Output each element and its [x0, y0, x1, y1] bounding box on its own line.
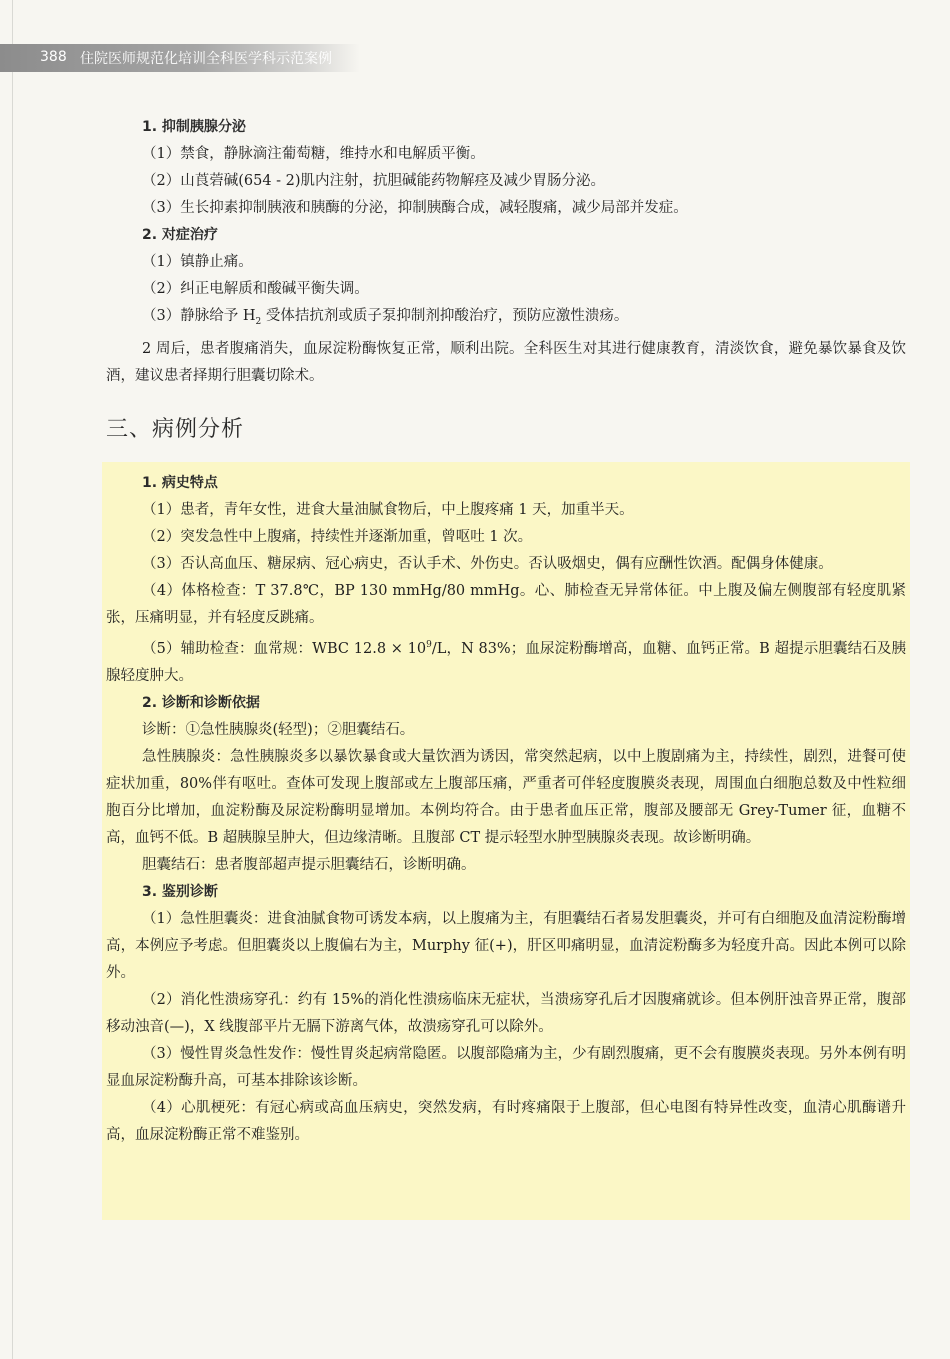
list-item: （3）生长抑素抑制胰液和胰酶的分泌，抑制胰酶合成，减轻腹痛，减少局部并发症。 [142, 200, 688, 216]
list-item: （5）辅助检查：血常规：WBC $12.8 \times 10^9/L$，N 83%；血尿淀粉酶增高，血糖、血钙正常。B 超提示胆囊结石及胰腺轻度肿大。 [106, 640, 906, 684]
diagnosis-line: 诊断：①急性胰腺炎(轻型)；②胆囊结石。 [142, 721, 415, 738]
pancreatitis-paragraph: 急性胰腺炎：急性胰腺炎多以暴饮暴食或大量饮酒为诱因，常突然起病，以中上腹剧痛为主，持续性，剧烈，进餐可使症状加重，80%伴有呕吐。查体可发现上腹部或左上腹部压痛，严重者可伴轻度腹膜炎表现，周围血白细胞总数及中性粒细胞百分比增加，血淀粉酶及尿淀粉酶明显增加。本例均符合。由于患者血压正常，腹部及腰部无 Grey-Tumer 征，血糖不高，血钙不低。B 超胰腺呈肿大，但边缘清晰。且腹部 CT 提示轻型水肿型胰腺炎表现。故诊断明确。 [106, 748, 906, 846]
heading-history: 1. 病史特点 [142, 475, 218, 491]
heading-symptomatic-treatment: 2. 对症治疗 [142, 227, 218, 243]
page-edge-rule [12, 0, 13, 1359]
gallstone-paragraph: 胆囊结石：患者腹部超声提示胆囊结石，诊断明确。 [142, 856, 476, 873]
list-item: （1）镇静止痛。 [142, 254, 253, 270]
page-number: 388 [40, 49, 67, 65]
analysis-section [106, 470, 906, 1149]
list-item: （1）急性胆囊炎：进食油腻食物可诱发本病，以上腹痛为主，有胆囊结石者易发胆囊炎，并可有白细胞及血清淀粉酶增高，本例应予考虑。但胆囊炎以上腹偏右为主，Murphy 征(+)，肝区叩痛明显，血清淀粉酶多为轻度升高。因此本例可以除外。 [106, 910, 906, 981]
list-item: （2）突发急性中上腹痛，持续性并逐渐加重，曾呕吐 1 次。 [142, 529, 533, 545]
running-header [0, 44, 360, 72]
outcome-paragraph: 2 周后，患者腹痛消失，血尿淀粉酶恢复正常，顺利出院。全科医生对其进行健康教育，清淡饮食，避免暴饮暴食及饮酒，建议患者择期行胆囊切除术。 [106, 340, 906, 384]
heading-differential: 3. 鉴别诊断 [142, 883, 218, 900]
list-item: （2）山莨菪碱(654 - 2)肌内注射，抗胆碱能药物解痉及减少胃肠分泌。 [142, 173, 606, 189]
list-item: （4）心肌梗死：有冠心病或高血压病史，突然发病，有时疼痛限于上腹部，但心电图有特异性改变，血清心肌酶谱升高，血尿淀粉酶正常不难鉴别。 [106, 1099, 906, 1143]
heading-suppress-secretion: 1. 抑制胰腺分泌 [142, 119, 246, 135]
list-item: （3）否认高血压、糖尿病、冠心病史，否认手术、外伤史。否认吸烟史，偶有应酬性饮酒。配偶身体健康。 [142, 556, 833, 572]
list-item: （2）消化性溃疡穿孔：约有 15%的消化性溃疡临床无症状，当溃疡穿孔后才因腹痛就诊。但本例肝浊音界正常，腹部移动浊音(—)，X 线腹部平片无膈下游离气体，故溃疡穿孔可以除外。 [106, 991, 906, 1035]
treatment-section [106, 114, 906, 390]
list-item: （1）患者，青年女性，进食大量油腻食物后，中上腹疼痛 1 天，加重半天。 [142, 502, 634, 518]
heading-diagnosis: 2. 诊断和诊断依据 [142, 694, 260, 711]
list-item: （4）体格检查：T 37.8℃，BP 130 mmHg/80 mmHg。心、肺检查无异常体征。中上腹及偏左侧腹部有轻度肌紧张，压痛明显，并有轻度反跳痛。 [106, 583, 906, 626]
section-title: 三、病例分析 [106, 417, 245, 442]
list-item: （2）纠正电解质和酸碱平衡失调。 [142, 281, 369, 297]
list-item: （3）静脉给予 $H_2$ 受体拮抗剂或质子泵抑制剂抑酸治疗，预防应激性溃疡。 [142, 308, 629, 327]
list-item: （3）慢性胃炎急性发作：慢性胃炎起病常隐匿。以腹部隐痛为主，少有剧烈腹痛，更不会有腹膜炎表现。另外本例有明显血尿淀粉酶升高，可基本排除该诊断。 [106, 1045, 906, 1089]
list-item: （1）禁食，静脉滴注葡萄糖，维持水和电解质平衡。 [142, 146, 485, 162]
book-title: 住院医师规范化培训全科医学科示范案例 [80, 51, 332, 67]
